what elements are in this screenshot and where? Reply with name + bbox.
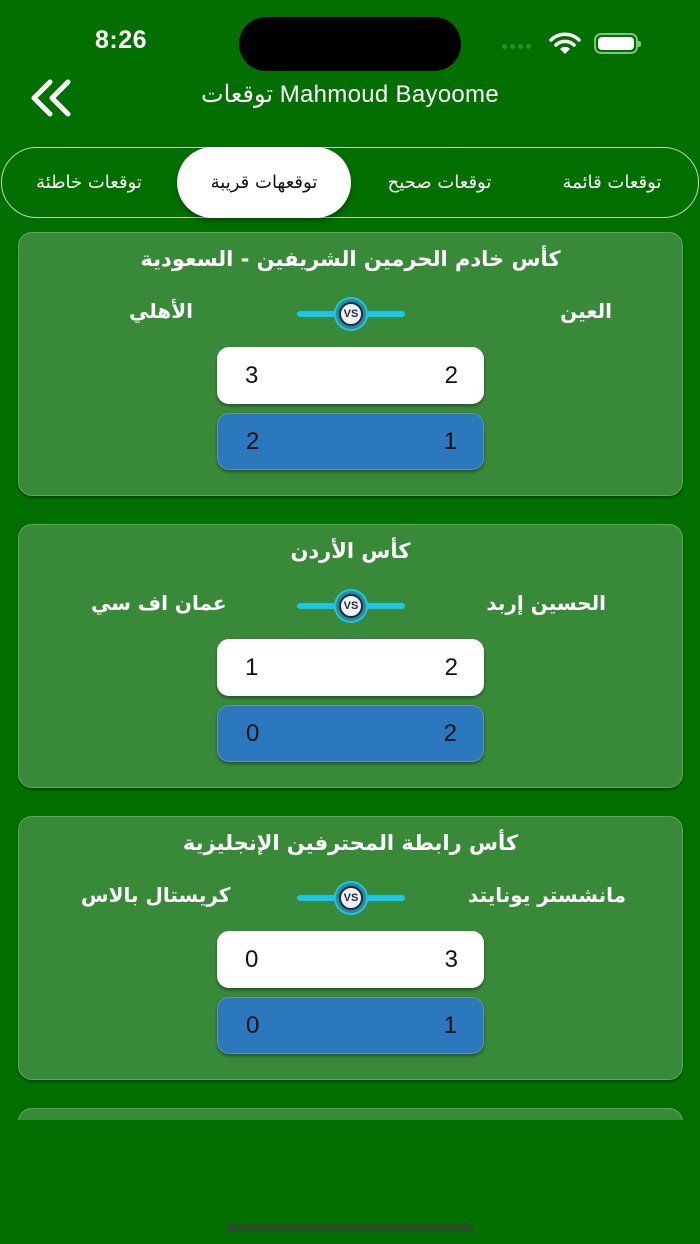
actual-score [217,347,484,404]
home-score: 1 [443,427,457,455]
home-score: 2 [444,361,458,389]
away-score: 1 [245,653,259,681]
home-team: مانشستر يونايتد [468,883,626,907]
vs-icon: VS [334,297,368,331]
league-name: كأس رابطة المحترفين الإنجليزية [182,831,519,855]
match-card[interactable] [18,524,683,788]
vs-badge [297,297,405,331]
home-indicator[interactable] [226,1224,474,1232]
away-team: كريستال بالاس [81,883,231,907]
vs-icon: VS [334,881,368,915]
predicted-score [217,705,484,762]
predicted-score [217,997,484,1054]
away-score: 0 [246,719,260,747]
tab-correct-predictions[interactable]: توقعات صحيح [387,171,492,193]
navigation-bar [0,70,700,126]
vs-badge [297,589,405,623]
wifi-icon [549,32,581,56]
vs-badge [297,881,405,915]
league-name: كأس خادم الحرمين الشريفين - السعودية [140,247,561,271]
prediction-tabs [1,147,699,218]
actual-score [217,639,484,696]
away-team: عمان اف سي [91,591,227,615]
vs-icon: VS [334,589,368,623]
home-team: الحسين إربد [486,591,606,615]
home-score: 2 [444,653,458,681]
dynamic-island [239,17,461,71]
predicted-score [217,413,484,470]
tab-pending-predictions[interactable]: توقعات قائمة [562,171,662,193]
tab-wrong-predictions[interactable]: توقعات خاطئة [36,171,142,193]
cellular-signal-icon [502,44,531,49]
away-score: 0 [246,1011,260,1039]
status-time: 8:26 [95,26,148,54]
away-score: 0 [245,945,259,973]
match-card-partial[interactable] [18,1108,683,1120]
home-team: العين [560,299,612,323]
away-score: 3 [245,361,259,389]
home-score: 2 [443,719,457,747]
away-team: الأهلي [129,299,194,323]
match-card[interactable] [18,232,683,496]
tab-close-predictions[interactable]: توقعهات قريبة [177,147,351,218]
status-bar [0,0,700,80]
league-name: كأس الأردن [290,539,411,563]
away-score: 2 [246,427,260,455]
home-score: 1 [443,1011,457,1039]
actual-score [217,931,484,988]
home-score: 3 [444,945,458,973]
page-title: توقعات Mahmoud Bayoome [201,81,499,108]
match-card[interactable] [18,816,683,1080]
matches-list[interactable] [0,232,700,1120]
battery-icon [594,33,638,54]
